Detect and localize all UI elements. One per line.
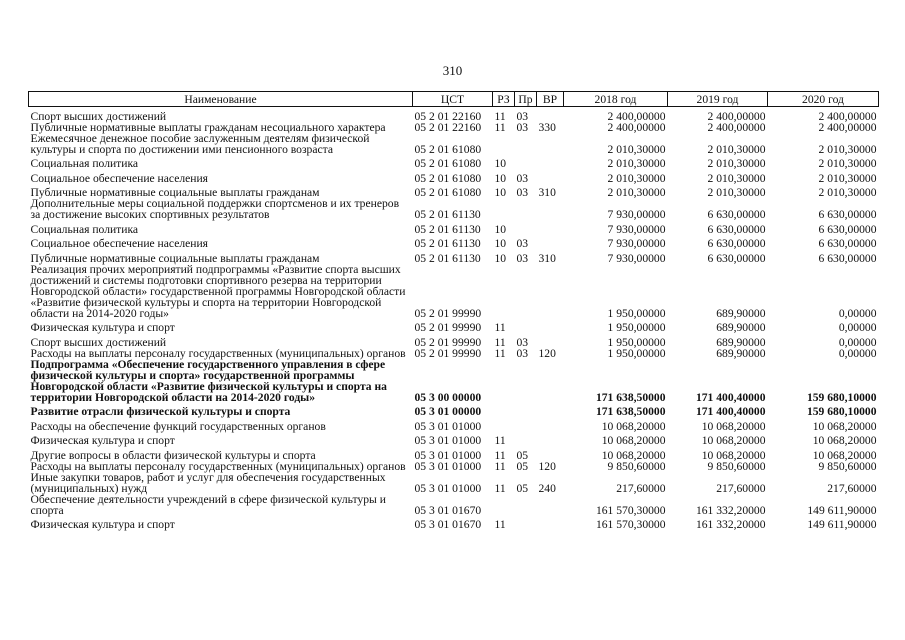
cell-name: Физическая культура и спорт (30, 321, 175, 334)
cell-csr: 05 3 01 01000 (414, 448, 482, 462)
cell-y2020: 2 400,00000 (818, 109, 877, 123)
cell-vr: 120 (538, 459, 556, 473)
cell-y2018: 7 930,00000 (607, 222, 666, 236)
cell-name: Дополнительные меры социальной поддержки спортсменов и их тренеров за достижение высоких спортивных результатов (30, 197, 400, 221)
cell-y2019: 2 010,30000 (707, 186, 766, 199)
cell-name: Физическая культура и спорт (30, 518, 175, 531)
cell-y2020: 10 068,20000 (812, 448, 877, 462)
cell-y2018: 161 570,30000 (595, 518, 666, 531)
cell-pr: 03 (516, 120, 529, 134)
cell-y2020: 2 010,30000 (818, 142, 877, 156)
cell-name: Социальное обеспечение населения (30, 237, 209, 250)
cell-vr: 330 (538, 120, 556, 134)
cell-pr (515, 516, 537, 531)
cell-y2018: 10 068,20000 (601, 448, 666, 462)
cell-name: Иные закупки товаров, работ и услуг для обеспечения государственных (муниципальных) нужд (30, 470, 386, 495)
cell-vr (537, 494, 564, 516)
cell-y2019: 6 630,00000 (707, 251, 766, 265)
cell-vr (537, 220, 564, 235)
cell-pr (515, 494, 537, 516)
cell-pr (515, 359, 537, 403)
cell-y2020: 6 630,00000 (818, 208, 877, 221)
cell-rz (493, 417, 515, 432)
table-row (29, 122, 879, 133)
table-row (29, 461, 879, 472)
cell-name: Расходы на обеспечение функций государственных органов (30, 419, 326, 433)
cell-pr: 05 (516, 459, 529, 473)
cell-pr: 03 (516, 346, 529, 360)
cell-y2019: 6 630,00000 (707, 208, 766, 221)
budget-table (28, 91, 879, 530)
cell-vr (537, 198, 564, 220)
cell-vr (537, 264, 564, 319)
cell-y2018: 2 010,30000 (607, 142, 666, 156)
table-row (29, 184, 879, 199)
cell-pr: 05 (516, 448, 529, 462)
table-row (29, 516, 879, 531)
table-row (29, 446, 879, 461)
cell-y2020: 10 068,20000 (812, 434, 877, 447)
header-2018: 2018 год (564, 92, 668, 107)
cell-pr: 03 (516, 171, 529, 185)
cell-rz: 11 (494, 518, 506, 531)
cell-rz: 11 (494, 120, 506, 134)
cell-y2020: 2 400,00000 (818, 120, 877, 134)
cell-y2019: 689,90000 (716, 306, 766, 320)
header-csr: ЦСТ (413, 92, 493, 107)
cell-name: Социальная политика (30, 222, 139, 236)
cell-y2020: 149 611,90000 (807, 518, 877, 531)
table-row (29, 472, 879, 494)
cell-y2019: 689,90000 (716, 346, 766, 360)
cell-rz: 11 (494, 481, 506, 495)
cell-name: Социальное обеспечение населения (30, 171, 209, 185)
cell-vr (537, 333, 564, 348)
cell-name: Реализация прочих мероприятий подпрограммы «Развитие спорта высших достижений и системы подготовки спортивного резерва на территории Новгородской области» государственной программы Новгородской области «Развитие физической культуры и спорта на территории Новгородской области на 2014-2020 годы» (30, 262, 406, 320)
cell-rz: 11 (494, 335, 506, 349)
cell-y2018: 1 950,00000 (607, 321, 666, 334)
table-row (29, 494, 879, 516)
cell-pr (515, 198, 537, 220)
cell-csr: 05 2 01 61080 (414, 186, 482, 199)
cell-y2019: 171 400,40000 (695, 390, 766, 404)
cell-vr (537, 516, 564, 531)
table-row (29, 155, 879, 170)
table-row (29, 432, 879, 447)
cell-name: Спорт высших достижений (30, 109, 167, 123)
cell-y2019: 689,90000 (716, 321, 766, 334)
cell-rz (493, 198, 515, 220)
cell-y2018: 2 400,00000 (607, 109, 666, 123)
cell-name: Социальная политика (30, 157, 139, 170)
header-2020: 2020 год (768, 92, 879, 107)
cell-pr: 03 (516, 335, 529, 349)
cell-y2019: 2 010,30000 (707, 157, 766, 170)
cell-y2018: 2 400,00000 (607, 120, 666, 134)
cell-vr (537, 446, 564, 461)
table-row (29, 417, 879, 432)
cell-pr (515, 319, 537, 334)
header-2019: 2019 год (668, 92, 768, 107)
table-row (29, 107, 879, 122)
cell-rz: 11 (494, 346, 506, 360)
cell-y2018: 9 850,60000 (607, 459, 666, 473)
cell-vr: 310 (538, 251, 556, 265)
cell-rz: 11 (494, 459, 506, 473)
table-row (29, 264, 879, 319)
cell-rz: 11 (494, 109, 506, 123)
cell-y2019: 10 068,20000 (701, 419, 766, 433)
cell-csr: 05 2 01 61130 (414, 251, 481, 265)
cell-vr (537, 403, 564, 418)
cell-rz: 10 (494, 157, 507, 170)
table-header-row (29, 92, 879, 107)
cell-y2020: 6 630,00000 (818, 237, 877, 250)
cell-pr (515, 403, 537, 418)
header-name: Наименование (29, 92, 413, 107)
cell-y2019: 689,90000 (716, 335, 766, 349)
cell-y2018: 7 930,00000 (607, 251, 666, 265)
cell-rz: 11 (494, 434, 506, 447)
cell-csr: 05 3 01 01670 (414, 518, 482, 531)
cell-name: Спорт высших достижений (30, 335, 167, 349)
cell-csr: 05 3 00 00000 (414, 390, 482, 404)
cell-y2019: 6 630,00000 (707, 222, 766, 236)
cell-y2020: 6 630,00000 (818, 251, 877, 265)
cell-name: Публичные нормативные выплаты гражданам несоциального характера (30, 120, 386, 134)
page-number: 310 (442, 63, 463, 78)
cell-vr: 240 (538, 481, 556, 495)
cell-vr: 310 (538, 186, 556, 199)
cell-vr (537, 155, 564, 170)
cell-y2020: 217,60000 (827, 481, 877, 495)
cell-rz (493, 264, 515, 319)
cell-y2020: 2 010,30000 (818, 157, 877, 170)
cell-csr: 05 3 01 00000 (414, 405, 482, 418)
cell-y2018: 7 930,00000 (607, 208, 666, 221)
cell-y2019: 2 010,30000 (707, 142, 766, 156)
cell-y2020: 10 068,20000 (812, 419, 877, 433)
cell-vr (537, 235, 564, 250)
cell-pr (515, 220, 537, 235)
cell-csr: 05 3 01 01670 (414, 503, 482, 517)
cell-rz: 10 (494, 186, 507, 199)
cell-rz: 10 (494, 171, 507, 185)
cell-y2019: 9 850,60000 (707, 459, 766, 473)
table-row (29, 359, 879, 403)
cell-rz: 10 (494, 237, 507, 250)
table-row (29, 169, 879, 184)
cell-y2018: 171 638,50000 (595, 405, 666, 418)
cell-y2020: 159 680,10000 (806, 405, 877, 418)
cell-y2019: 171 400,40000 (695, 405, 766, 418)
cell-y2018: 2 010,30000 (607, 186, 666, 199)
cell-pr: 05 (516, 481, 529, 495)
cell-rz (493, 403, 515, 418)
cell-csr: 05 2 01 99990 (414, 306, 482, 320)
cell-y2018: 1 950,00000 (607, 306, 666, 320)
cell-y2019: 217,60000 (716, 481, 766, 495)
table-body (29, 107, 879, 531)
cell-csr: 05 2 01 99990 (414, 335, 482, 349)
cell-vr: 120 (538, 346, 556, 360)
cell-csr: 05 2 01 22160 (414, 120, 482, 134)
cell-vr (537, 169, 564, 184)
cell-csr: 05 2 01 61080 (414, 142, 482, 156)
header-rz: РЗ (493, 92, 515, 107)
cell-pr: 03 (516, 251, 529, 265)
cell-vr (537, 359, 564, 403)
cell-y2019: 161 332,20000 (695, 518, 766, 531)
cell-csr: 05 2 01 61080 (414, 171, 482, 185)
cell-y2019: 2 400,00000 (707, 120, 766, 134)
cell-name: Обеспечение деятельности учреждений в сфере физической культуры и спорта (30, 492, 386, 517)
cell-csr: 05 2 01 99990 (414, 321, 482, 334)
cell-csr: 05 2 01 61130 (414, 237, 481, 250)
cell-csr: 05 2 01 99990 (414, 346, 482, 360)
cell-y2018: 1 950,00000 (607, 346, 666, 360)
cell-y2019: 10 068,20000 (701, 434, 766, 447)
cell-y2019: 161 332,20000 (695, 503, 766, 517)
cell-y2020: 0,00000 (838, 321, 877, 334)
cell-pr: 03 (516, 109, 529, 123)
cell-csr: 05 3 01 01000 (414, 434, 482, 447)
cell-rz (493, 494, 515, 516)
cell-vr (537, 319, 564, 334)
cell-name: Ежемесячное денежное пособие заслуженным деятелям физической культуры и спорта по достижении ими пенсионного возраста (30, 131, 370, 156)
cell-y2018: 7 930,00000 (607, 237, 666, 250)
cell-pr: 03 (516, 237, 529, 250)
table-row (29, 249, 879, 264)
table-row (29, 348, 879, 359)
cell-y2020: 0,00000 (838, 335, 877, 349)
table-row (29, 133, 879, 155)
cell-y2019: 2 400,00000 (707, 109, 766, 123)
cell-pr (515, 264, 537, 319)
cell-y2020: 149 611,90000 (807, 503, 877, 517)
cell-y2020: 0,00000 (838, 346, 877, 360)
cell-vr (537, 432, 564, 447)
cell-csr: 05 3 01 01000 (414, 459, 482, 473)
cell-rz: 10 (494, 222, 507, 236)
cell-y2018: 2 010,30000 (607, 171, 666, 185)
cell-rz: 11 (494, 321, 506, 334)
cell-rz (493, 359, 515, 403)
table-row (29, 333, 879, 348)
cell-vr (537, 107, 564, 122)
table-row (29, 198, 879, 220)
table-row (29, 403, 879, 418)
cell-y2020: 9 850,60000 (818, 459, 877, 473)
cell-csr: 05 2 01 22160 (414, 109, 482, 123)
cell-name: Другие вопросы в области физической культуры и спорта (30, 448, 316, 462)
cell-y2018: 217,60000 (616, 481, 666, 495)
cell-y2018: 10 068,20000 (601, 419, 666, 433)
cell-y2018: 1 950,00000 (607, 335, 666, 349)
cell-name: Публичные нормативные социальные выплаты гражданам (30, 251, 320, 265)
cell-csr: 05 3 01 01000 (414, 419, 482, 433)
cell-y2018: 2 010,30000 (607, 157, 666, 170)
cell-y2018: 171 638,50000 (595, 390, 666, 404)
cell-rz: 11 (494, 448, 506, 462)
cell-name: Расходы на выплаты персоналу государственных (муниципальных) органов (30, 346, 406, 360)
table-row (29, 319, 879, 334)
cell-csr: 05 2 01 61130 (414, 222, 481, 236)
cell-csr: 05 2 01 61130 (414, 208, 481, 221)
cell-pr: 03 (516, 186, 529, 199)
cell-y2020: 6 630,00000 (818, 222, 877, 236)
cell-pr (515, 417, 537, 432)
cell-name: Расходы на выплаты персоналу государственных (муниципальных) органов (30, 459, 406, 473)
cell-y2020: 2 010,30000 (818, 171, 877, 185)
table-row (29, 220, 879, 235)
cell-vr (537, 417, 564, 432)
header-vr: ВР (537, 92, 564, 107)
cell-vr (537, 133, 564, 155)
cell-y2019: 2 010,30000 (707, 171, 766, 185)
cell-pr (515, 432, 537, 447)
cell-csr: 05 3 01 01000 (414, 481, 482, 495)
cell-name: Публичные нормативные социальные выплаты гражданам (30, 186, 320, 199)
cell-name: Подпрограмма «Обеспечение государственного управления в сфере физической культуры и спорта» государственной программы Новгородской области «Развитие физической культуры и спорта на территории Новгородской области на 2014-2020 годы» (30, 357, 387, 404)
cell-rz: 10 (494, 251, 507, 265)
cell-y2019: 6 630,00000 (707, 237, 766, 250)
cell-y2020: 0,00000 (838, 306, 877, 320)
cell-pr (515, 133, 537, 155)
cell-name: Развитие отрасли физической культуры и спорта (30, 405, 291, 418)
table-row (29, 235, 879, 250)
cell-name: Физическая культура и спорт (30, 434, 175, 447)
cell-csr: 05 2 01 61080 (414, 157, 482, 170)
header-pr: Пр (515, 92, 537, 107)
cell-y2020: 2 010,30000 (818, 186, 877, 199)
cell-rz (493, 133, 515, 155)
cell-y2018: 161 570,30000 (595, 503, 666, 517)
cell-y2018: 10 068,20000 (601, 434, 666, 447)
cell-y2019: 10 068,20000 (701, 448, 766, 462)
cell-y2020: 159 680,10000 (806, 390, 877, 404)
cell-pr (515, 155, 537, 170)
